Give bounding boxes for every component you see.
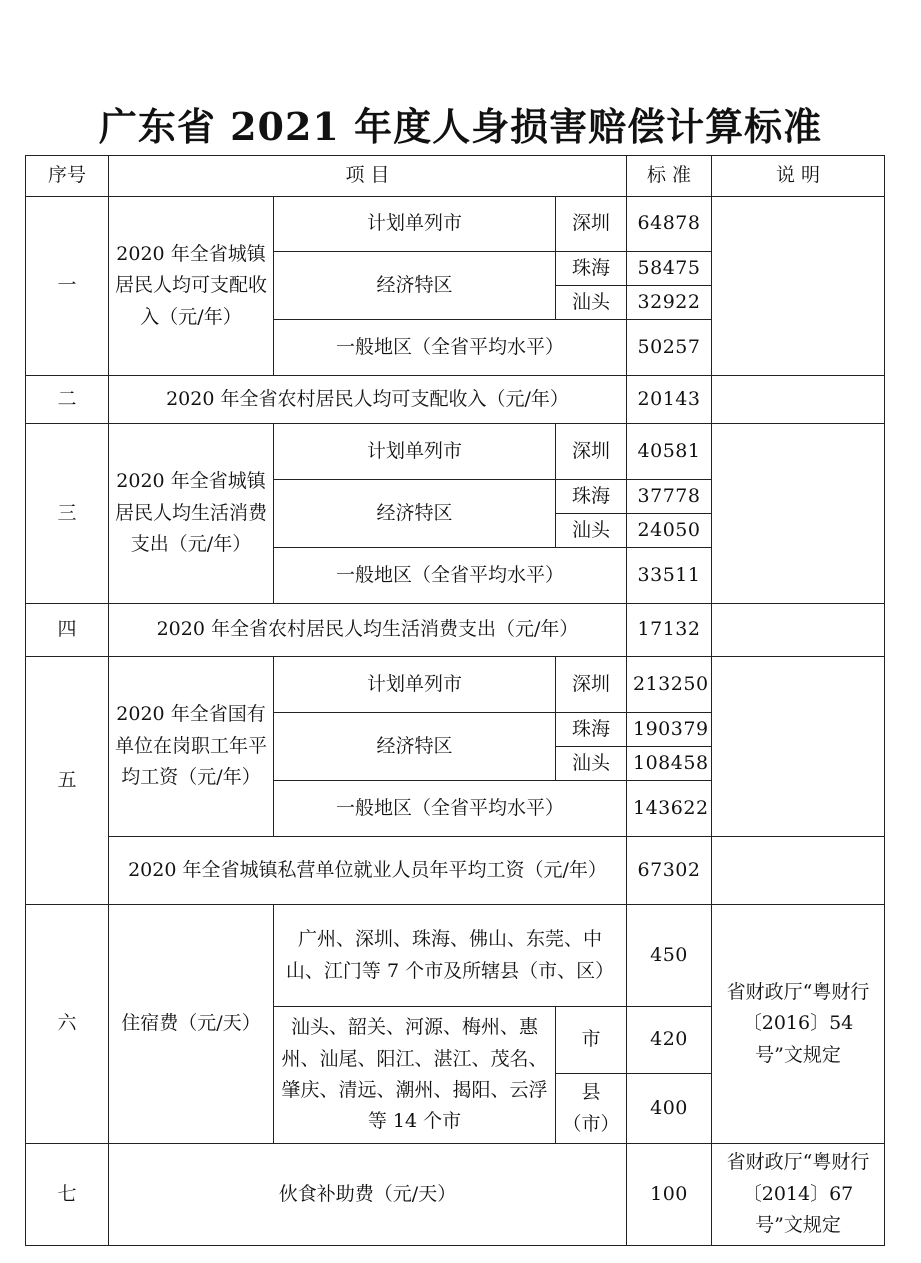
standard-value: 20143 (627, 376, 712, 424)
table-row (26, 604, 885, 657)
standard-value: 143622 (627, 781, 712, 837)
general-label: 一般地区（全省平均水平） (274, 781, 627, 837)
seq-cell: 五 (26, 657, 109, 905)
city-group-b: 汕头、韶关、河源、梅州、惠州、汕尾、阳江、湛江、茂名、肇庆、清远、潮州、揭阳、云浮等 14 个市 (274, 1007, 556, 1144)
page-title: 广东省 2021 年度人身损害赔偿计算标准 (98, 104, 823, 149)
note-cell (712, 604, 885, 657)
note-cell (712, 657, 885, 837)
standard-value: 37778 (627, 480, 712, 514)
header-item: 项 目 (109, 156, 627, 197)
standard-value: 40581 (627, 424, 712, 480)
note-cell: 省财政厅“粤财行〔2016〕54 号”文规定 (712, 905, 885, 1144)
city-name: 珠海 (556, 252, 627, 286)
city-name: 珠海 (556, 480, 627, 514)
note-cell (712, 376, 885, 424)
standard-value: 400 (627, 1074, 712, 1144)
city-name: 珠海 (556, 713, 627, 747)
standard-value: 24050 (627, 514, 712, 548)
table-row (26, 837, 885, 905)
standard-value: 64878 (627, 197, 712, 252)
item-label: 2020 年全省国有单位在岗职工年平均工资（元/年） (109, 657, 274, 837)
city-name: 深圳 (556, 197, 627, 252)
sez-label: 经济特区 (274, 713, 556, 781)
item-label: 住宿费（元/天） (109, 905, 274, 1144)
city-level: 市 (556, 1007, 627, 1074)
seq-cell: 二 (26, 376, 109, 424)
standard-value: 190379 (627, 713, 712, 747)
plan-city-label: 计划单列市 (274, 197, 556, 252)
seq-cell: 七 (26, 1144, 109, 1246)
seq-cell: 六 (26, 905, 109, 1144)
general-label: 一般地区（全省平均水平） (274, 548, 627, 604)
seq-cell: 三 (26, 424, 109, 604)
city-name: 汕头 (556, 514, 627, 548)
general-label: 一般地区（全省平均水平） (274, 320, 627, 376)
table-row (26, 376, 885, 424)
item-label: 2020 年全省城镇居民人均可支配收入（元/年） (109, 197, 274, 376)
standard-value: 50257 (627, 320, 712, 376)
item-label: 2020 年全省农村居民人均可支配收入（元/年） (109, 376, 627, 424)
standards-table (25, 155, 885, 1246)
standard-value: 213250 (627, 657, 712, 713)
standard-value: 100 (627, 1144, 712, 1246)
note-cell: 省财政厅“粤财行〔2014〕67 号”文规定 (712, 1144, 885, 1246)
table-row (26, 1144, 885, 1246)
city-group-a: 广州、深圳、珠海、佛山、东莞、中山、江门等 7 个市及所辖县（市、区） (274, 905, 627, 1007)
table-row (26, 197, 885, 252)
header-note: 说 明 (712, 156, 885, 197)
item-label: 2020 年全省农村居民人均生活消费支出（元/年） (109, 604, 627, 657)
table-row (26, 905, 885, 1007)
city-name: 深圳 (556, 424, 627, 480)
table-header-row (26, 156, 885, 197)
standard-value: 108458 (627, 747, 712, 781)
standard-value: 32922 (627, 286, 712, 320)
item-label: 伙食补助费（元/天） (109, 1144, 627, 1246)
sez-label: 经济特区 (274, 252, 556, 320)
sez-label: 经济特区 (274, 480, 556, 548)
plan-city-label: 计划单列市 (274, 657, 556, 713)
city-name: 深圳 (556, 657, 627, 713)
standard-value: 420 (627, 1007, 712, 1074)
note-cell (712, 837, 885, 905)
city-name: 汕头 (556, 286, 627, 320)
seq-cell: 一 (26, 197, 109, 376)
standard-value: 67302 (627, 837, 712, 905)
standard-value: 58475 (627, 252, 712, 286)
note-cell (712, 424, 885, 604)
header-seq: 序号 (26, 156, 109, 197)
header-standard: 标 准 (627, 156, 712, 197)
item-label: 2020 年全省城镇居民人均生活消费支出（元/年） (109, 424, 274, 604)
table-row (26, 657, 885, 713)
standard-value: 17132 (627, 604, 712, 657)
city-name: 汕头 (556, 747, 627, 781)
plan-city-label: 计划单列市 (274, 424, 556, 480)
table-row (26, 424, 885, 480)
note-cell (712, 197, 885, 376)
seq-cell: 四 (26, 604, 109, 657)
standard-value: 33511 (627, 548, 712, 604)
standard-value: 450 (627, 905, 712, 1007)
private-wage-label: 2020 年全省城镇私营单位就业人员年平均工资（元/年） (109, 837, 627, 905)
county-level: 县（市） (556, 1074, 627, 1144)
